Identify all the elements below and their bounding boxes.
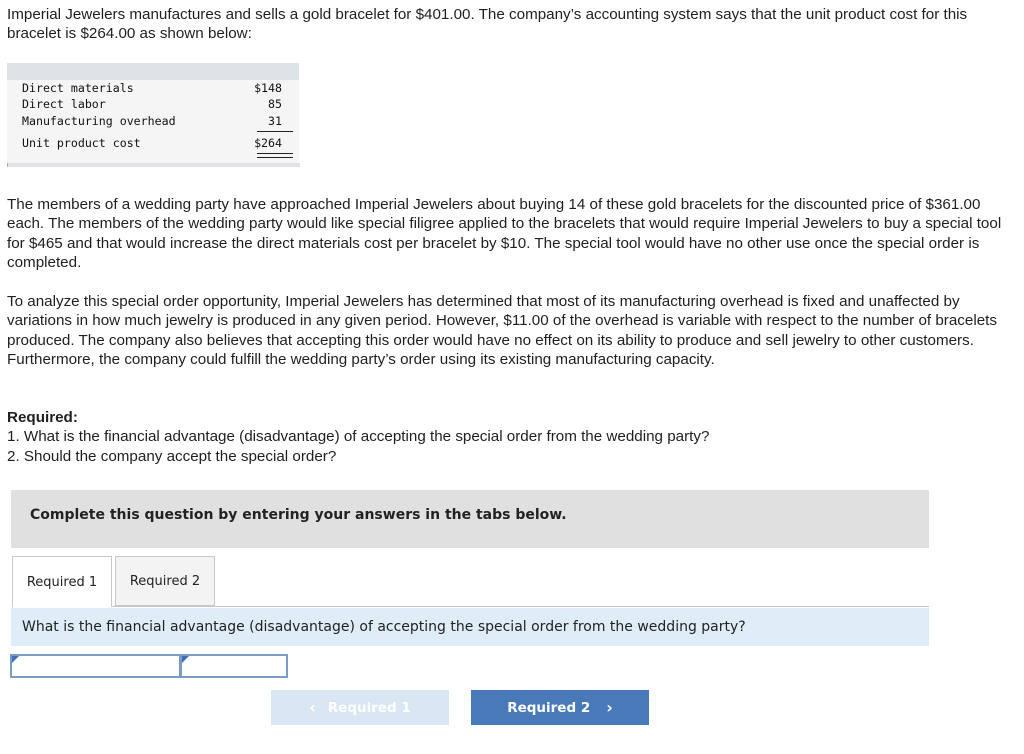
table-footer-bar — [7, 163, 300, 167]
chevron-right-icon: › — [606, 698, 613, 717]
table-row — [22, 114, 292, 130]
next-button-label: Required 2 — [507, 699, 591, 716]
input-dropdown-marker-icon — [182, 656, 189, 663]
cost-label: Direct labor — [22, 97, 106, 111]
tab-required-2[interactable]: Required 2 — [115, 556, 215, 606]
total-value: $264 — [254, 136, 282, 150]
wedding-paragraph: The members of a wedding party have approached Imperial Jewelers about buying 14 of these gold bracelets for the discounted price of $361.00 each. The members of the wedding party would like special filigree applied to the bracelets that would require Imperial Jewelers to buy a special tool for $465 and that would increase the direct materials cost per bracelet by $10. The special tool would have no other use once the special order is completed. — [7, 196, 1002, 272]
question-text: What is the financial advantage (disadvantage) of accepting the special order from the wedding party? — [22, 619, 746, 635]
unit-cost-table — [7, 63, 299, 167]
required-heading: Required: — [7, 409, 78, 426]
cost-label: Direct materials — [22, 81, 134, 95]
next-tab-button[interactable] — [471, 690, 649, 725]
intro-paragraph: Imperial Jewelers manufactures and sells a gold bracelet for $401.00. The company’s accounting system says that the unit product cost for this bracelet is $264.00 as shown below: — [7, 6, 968, 43]
tab-required-1[interactable]: Required 1 — [12, 556, 112, 607]
instruction-text: Complete this question by entering your answers in the tabs below. — [30, 507, 567, 523]
subtotal-rule — [257, 131, 293, 132]
required-item-2: 2. Should the company accept the special order? — [7, 447, 337, 465]
answer-amount-input[interactable] — [180, 654, 288, 678]
cost-value: 31 — [268, 114, 282, 128]
answer-label-input[interactable] — [10, 654, 181, 678]
table-row — [22, 97, 292, 113]
cost-value: 85 — [268, 97, 282, 111]
total-row — [22, 136, 292, 152]
tab-divider — [112, 606, 929, 607]
table-row — [22, 81, 292, 97]
cost-label: Manufacturing overhead — [22, 114, 176, 128]
previous-tab-button[interactable] — [271, 690, 449, 725]
analysis-paragraph: To analyze this special order opportunity, Imperial Jewelers has determined that most of its manufacturing overhead is fixed and unaffected by variations in how much jewelry is produced in any given period. However, $11.00 of the overhead is variable with respect to the number of bracelets produced. The company also believes that accepting this order would have no effect on its ability to produce and sell jewelry to other customers. Furthermore, the company could fulfill the wedding party’s order using its existing manufacturing capacity. — [7, 293, 997, 369]
required-section — [7, 408, 1021, 466]
input-dropdown-marker-icon — [12, 656, 19, 663]
table-header-bar — [7, 63, 299, 80]
instruction-box — [11, 490, 929, 548]
total-label: Unit product cost — [22, 136, 141, 150]
table-body — [7, 80, 299, 163]
question-bar — [11, 608, 929, 646]
chevron-left-icon: ‹ — [309, 698, 316, 717]
total-double-rule — [257, 153, 293, 158]
cost-value: $148 — [254, 81, 282, 95]
required-item-1: 1. What is the financial advantage (disadvantage) of accepting the special order from the wedding party? — [7, 428, 710, 446]
previous-button-label: Required 1 — [327, 699, 411, 716]
